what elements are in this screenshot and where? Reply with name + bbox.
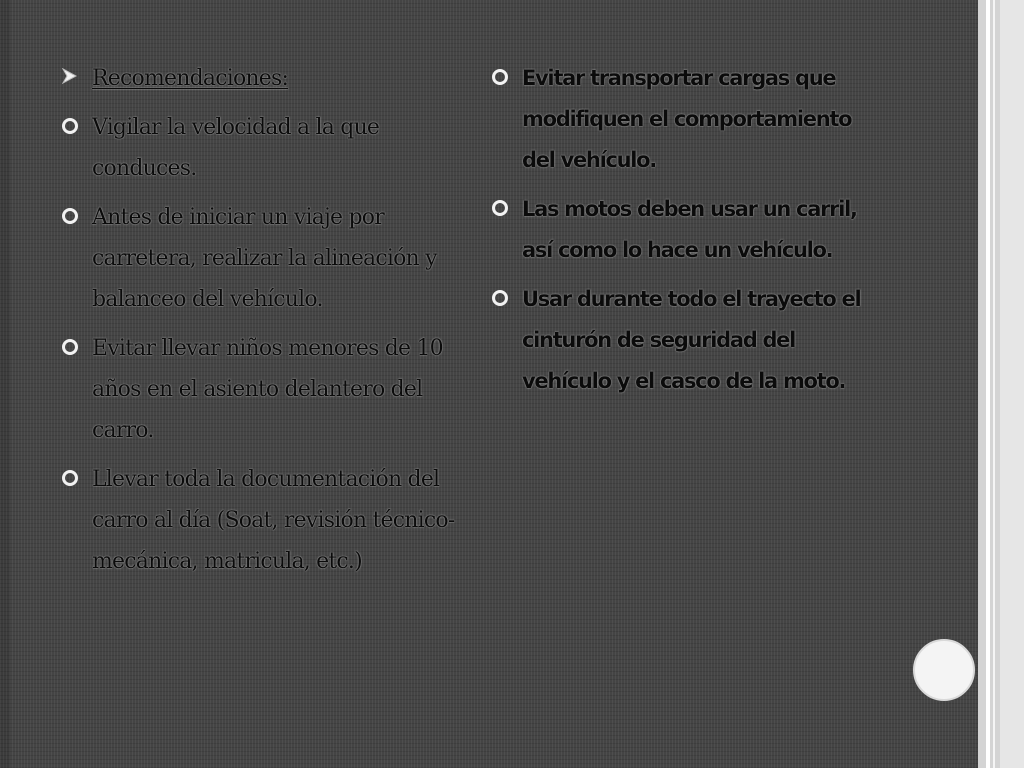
left-column [58, 58, 458, 590]
frame-line [993, 0, 995, 768]
list-item-text: Antes de iniciar un viaje por carretera, realizar la alineación y balanceo del vehículo. [92, 205, 437, 312]
list-item-text: Vigilar la velocidad a la que conduces. [92, 115, 380, 181]
circle-bullet-icon [492, 200, 508, 216]
list-item-text: Evitar llevar niños menores de 10 años en el asiento delantero del carro. [92, 336, 443, 443]
circle-bullet-icon [492, 69, 508, 85]
list-item [488, 189, 883, 271]
list-item-text: Evitar transportar cargas que modifiquen el comportamiento del vehículo. [522, 66, 852, 172]
circle-bullet-icon [492, 290, 508, 306]
list-item [488, 58, 883, 181]
list-item [58, 197, 458, 320]
frame-shade [1000, 0, 1024, 768]
circle-bullet-icon [62, 208, 78, 224]
list-item [58, 107, 458, 189]
decorative-circle [913, 639, 975, 701]
heading-item [58, 58, 458, 99]
list-item [488, 279, 883, 402]
right-column [488, 58, 883, 410]
list-item-text: Llevar toda la documentación del carro al día (Soat, revisión técnico-mecánica, matricula, etc.) [92, 467, 455, 574]
circle-bullet-icon [62, 118, 78, 134]
list-item-text: Las motos deben usar un carril, así como lo hace un vehículo. [522, 197, 857, 262]
circle-bullet-icon [62, 339, 78, 355]
arrow-bullet-icon [60, 66, 80, 86]
left-edge-shadow [0, 0, 10, 768]
list-item [58, 459, 458, 582]
frame-line [986, 0, 990, 768]
list-item [58, 328, 458, 451]
heading-text: Recomendaciones: [92, 66, 289, 91]
circle-bullet-icon [62, 470, 78, 486]
list-item-text: Usar durante todo el trayecto el cinturón de seguridad del vehículo y el casco de la moto. [522, 287, 861, 393]
